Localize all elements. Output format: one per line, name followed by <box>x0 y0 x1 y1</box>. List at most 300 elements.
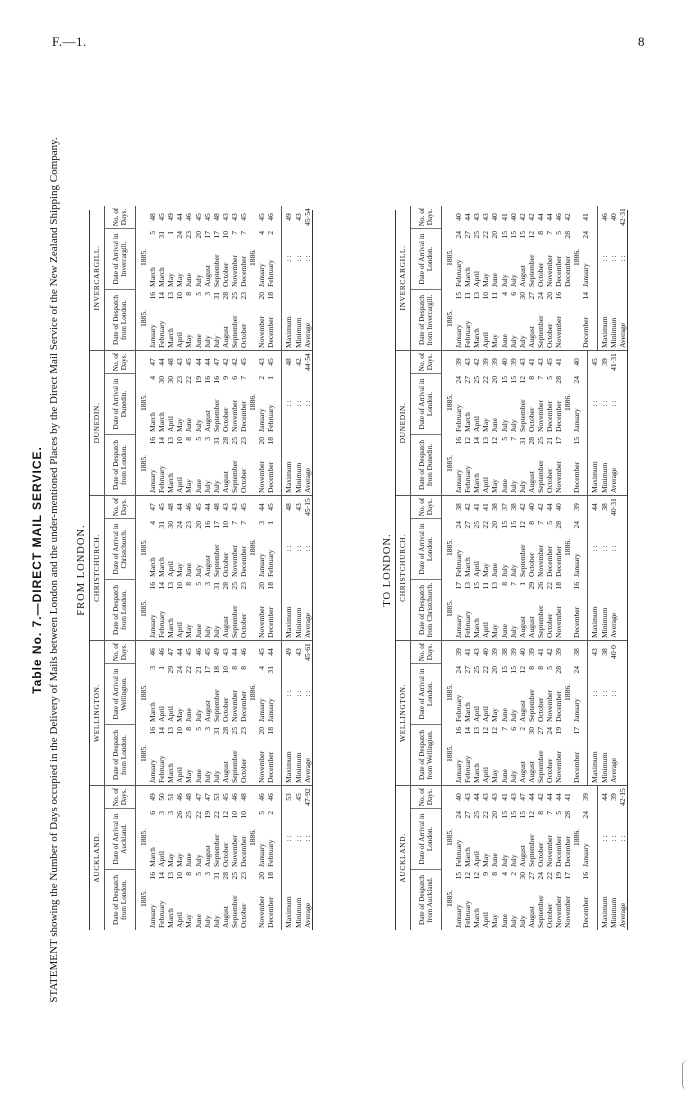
place-name: CHRISTCHURCH. <box>90 496 105 640</box>
month: January <box>572 698 582 722</box>
month: March <box>148 267 158 287</box>
days-count: 49 <box>211 648 221 656</box>
table-row <box>266 496 275 640</box>
month: May <box>175 273 185 287</box>
summary-label: Maximum <box>599 896 609 928</box>
day: 5 <box>193 292 203 296</box>
month: September <box>229 460 239 493</box>
summary-row <box>600 351 609 495</box>
month: May <box>481 563 491 577</box>
days-count: 39 <box>581 793 591 801</box>
arrival-date <box>239 663 248 724</box>
column-headers <box>105 206 136 350</box>
place-block <box>396 350 627 495</box>
summary-value: 45·61 <box>302 643 312 661</box>
month: January <box>148 759 158 783</box>
days-count: 43 <box>463 358 473 366</box>
summary-row <box>609 496 618 640</box>
month: August <box>220 906 230 928</box>
col-header-despatch: Date of Despatch from Auckland. <box>411 869 441 930</box>
summary-value: 43 <box>293 648 303 656</box>
day: 7 <box>229 231 239 235</box>
place-name: CHRISTCHURCH. <box>396 496 411 640</box>
summary-row <box>303 206 312 350</box>
arrival-date <box>239 808 248 869</box>
month: January <box>148 614 158 638</box>
table-row <box>472 786 481 930</box>
month: November <box>563 895 573 928</box>
day: 12 <box>517 376 527 384</box>
summary-row <box>609 786 618 930</box>
day: 17 <box>572 727 582 735</box>
despatch-date <box>157 869 166 930</box>
despatch-date <box>500 434 509 495</box>
days-count: 46 <box>175 793 185 801</box>
table-row <box>239 206 248 350</box>
table-row <box>545 786 554 930</box>
day: 22 <box>481 521 491 529</box>
month: July <box>508 625 518 638</box>
month: April <box>481 621 491 638</box>
table-row <box>175 786 184 930</box>
arrival-date <box>545 518 554 579</box>
day: 16 <box>148 582 158 590</box>
table-row <box>212 496 221 640</box>
month: February <box>157 900 167 928</box>
days-count <box>139 206 148 228</box>
summary-label: Maximum <box>599 316 609 348</box>
days-count: 48 <box>166 358 176 366</box>
summary-dots: : : <box>302 255 312 262</box>
despatch-date <box>518 869 527 930</box>
month: May <box>490 769 500 783</box>
day: 12 <box>463 872 473 880</box>
despatch-date <box>481 724 490 785</box>
day: 5 <box>193 437 203 441</box>
month: March <box>166 328 176 348</box>
days-count: 44 <box>554 793 564 801</box>
day: 14 <box>581 292 591 300</box>
month: July <box>193 709 203 722</box>
month: May <box>184 624 194 638</box>
col-header-days: No. of Days. <box>111 642 128 662</box>
day: 23 <box>184 521 194 529</box>
day: 7 <box>508 437 518 441</box>
table-row <box>490 351 499 495</box>
despatch-date <box>518 724 527 785</box>
month: March <box>472 763 482 783</box>
month: June <box>499 708 509 722</box>
month: October <box>220 842 230 867</box>
day: 26 <box>175 811 185 819</box>
table-row <box>454 641 463 785</box>
table-row <box>454 351 463 495</box>
despatch-date <box>139 434 148 495</box>
arrival-date <box>490 808 499 869</box>
days-count: 46 <box>148 648 158 656</box>
days-count: 38 <box>490 503 500 511</box>
day: 18 <box>554 582 564 590</box>
table-row <box>157 351 166 495</box>
day: 15 <box>508 666 518 674</box>
month: January <box>148 324 158 348</box>
arrival-date <box>463 518 472 579</box>
arrival-date <box>203 518 212 579</box>
month: June <box>193 479 203 493</box>
day: 11 <box>463 292 473 300</box>
day: 25 <box>184 811 194 819</box>
day: 19 <box>193 376 203 384</box>
col-header-despatch: Date of Despatch from London. <box>105 869 135 930</box>
summary-dots: : : <box>608 545 618 552</box>
month: September <box>535 605 545 638</box>
table-row <box>157 786 166 930</box>
day: 13 <box>166 872 176 880</box>
arrival-date <box>563 228 572 289</box>
despatch-date <box>509 579 518 640</box>
page-edge-mark <box>682 1060 693 1090</box>
despatch-date <box>248 289 257 350</box>
day: 14 <box>463 727 473 735</box>
despatch-date <box>184 289 193 350</box>
table-row <box>472 496 481 640</box>
month: December <box>581 316 591 348</box>
days-count: 45 <box>239 503 249 511</box>
days-count: 39 <box>572 503 582 511</box>
col-header-days: No. of Days. <box>417 642 434 662</box>
summary-value: 44·54 <box>302 353 312 371</box>
column-headers <box>411 206 442 350</box>
arrival-date <box>581 808 590 869</box>
month: 1885. <box>139 393 148 412</box>
day: 25 <box>472 376 482 384</box>
despatch-date <box>490 869 499 930</box>
day: 1 <box>266 376 276 380</box>
year-row <box>445 496 454 640</box>
month: 1885. <box>139 454 148 473</box>
table-row <box>175 351 184 495</box>
arrival-date <box>454 663 463 724</box>
table-row <box>175 206 184 350</box>
arrival-date <box>472 373 481 434</box>
table-row <box>472 641 481 785</box>
table-row <box>554 206 563 350</box>
despatch-date <box>239 434 248 495</box>
days-count: 42 <box>535 793 545 801</box>
arrival-date <box>445 663 454 724</box>
day: 8 <box>499 582 509 586</box>
arrival-date <box>194 808 203 869</box>
despatch-date <box>536 289 545 350</box>
summary-dots: : : <box>302 835 312 842</box>
days-count: 46 <box>266 793 276 801</box>
summary-label: Minimum <box>599 462 609 493</box>
month: July <box>517 915 527 928</box>
month: 1885. <box>445 744 454 763</box>
despatch-date <box>563 434 572 495</box>
days-count <box>248 641 257 663</box>
month: July <box>211 915 221 928</box>
table-row <box>554 641 563 785</box>
month: April <box>175 621 185 638</box>
days-count: 42 <box>472 358 482 366</box>
despatch-date <box>203 724 212 785</box>
table-row <box>257 786 266 930</box>
despatch-date <box>230 869 239 930</box>
despatch-date <box>545 434 554 495</box>
month: November <box>535 544 545 577</box>
summary-dots: : : <box>599 545 609 552</box>
year-row <box>563 351 572 495</box>
days-count: 41 <box>472 503 482 511</box>
day: 5 <box>148 231 158 235</box>
days-count <box>248 206 257 228</box>
day: 16 <box>202 376 212 384</box>
despatch-date <box>248 434 257 495</box>
month: December <box>572 461 582 493</box>
month: August <box>526 471 536 493</box>
month: 1886. <box>248 248 258 267</box>
despatch-date <box>230 724 239 785</box>
day: 25 <box>472 811 482 819</box>
day: 16 <box>454 437 464 445</box>
despatch-date <box>239 289 248 350</box>
table-row <box>536 496 545 640</box>
arrival-date <box>454 518 463 579</box>
despatch-date <box>509 724 518 785</box>
days-count: 44 <box>545 793 555 801</box>
rows <box>136 786 275 930</box>
arrival-date <box>527 808 536 869</box>
arrival-date <box>166 808 175 869</box>
summary-dots: : : <box>293 835 303 842</box>
place-block <box>396 495 627 640</box>
summary-dots: : : <box>599 690 609 697</box>
day: 12 <box>490 437 500 445</box>
day: 28 <box>554 521 564 529</box>
day: 12 <box>481 727 491 735</box>
despatch-date <box>212 869 221 930</box>
despatch-date <box>445 434 454 495</box>
month: February <box>157 755 167 783</box>
summary-value: 43 <box>293 213 303 221</box>
month: March <box>157 412 167 432</box>
days-count: 45 <box>266 358 276 366</box>
month: August <box>220 616 230 638</box>
month: January <box>454 469 464 493</box>
days-count: 45 <box>157 213 167 221</box>
days-count: 45 <box>239 213 249 221</box>
days-count: 45 <box>193 213 203 221</box>
days-count: 46 <box>554 213 564 221</box>
table-row <box>545 641 554 785</box>
days-count: 42 <box>517 503 527 511</box>
day: 24 <box>535 872 545 880</box>
arrival-date <box>166 228 175 289</box>
year-row <box>445 786 454 930</box>
month: July <box>193 419 203 432</box>
table-row <box>463 496 472 640</box>
year-row <box>248 496 257 640</box>
month: December <box>266 751 276 783</box>
arrival-date <box>509 518 518 579</box>
month: 1885. <box>445 538 454 557</box>
month: November <box>257 605 267 638</box>
days-count: 39 <box>490 648 500 656</box>
arrival-date <box>572 663 581 724</box>
table-row <box>472 206 481 350</box>
month: November <box>229 254 239 287</box>
despatch-date <box>500 579 509 640</box>
summary-row <box>590 351 599 495</box>
despatch-date <box>472 869 481 930</box>
table-row <box>166 351 175 495</box>
arrival-date <box>481 663 490 724</box>
month: March <box>148 702 158 722</box>
table-row <box>454 496 463 640</box>
month: December <box>554 835 564 867</box>
day: 18 <box>266 437 276 445</box>
arrival-date <box>203 808 212 869</box>
table-row <box>266 786 275 930</box>
days-count: 46 <box>184 213 194 221</box>
month: April <box>175 766 185 783</box>
despatch-date <box>194 579 203 640</box>
day: 1 <box>166 231 176 235</box>
col-header-despatch: Date of Despatch from London. <box>105 289 135 350</box>
rows <box>136 641 275 785</box>
month: April <box>175 476 185 493</box>
day: 19 <box>554 727 564 735</box>
month: 1885. <box>445 248 454 267</box>
col-header-arrival: Date of Arrival in London. <box>411 228 441 289</box>
day: 25 <box>229 727 239 735</box>
day: 17 <box>454 582 464 590</box>
summary-row <box>294 786 303 930</box>
arrival-date <box>509 808 518 869</box>
month: July <box>211 770 221 783</box>
despatch-date <box>563 724 572 785</box>
month: August <box>202 410 212 432</box>
day: 15 <box>499 231 509 239</box>
summary-row <box>294 206 303 350</box>
month: June <box>184 563 194 577</box>
summary-value: 49 <box>284 213 294 221</box>
arrival-date <box>554 228 563 289</box>
despatch-date <box>518 434 527 495</box>
day: 16 <box>148 437 158 445</box>
despatch-date <box>194 869 203 930</box>
day: 13 <box>166 437 176 445</box>
day: 19 <box>202 811 212 819</box>
table-row <box>184 786 193 930</box>
day: 22 <box>481 666 491 674</box>
day: 29 <box>526 582 536 590</box>
days-count <box>248 496 257 518</box>
month: March <box>166 473 176 493</box>
days-count: 45 <box>545 358 555 366</box>
month: 1885. <box>445 599 454 618</box>
day: 8 <box>184 872 194 876</box>
day: 24 <box>581 811 591 819</box>
arrival-date <box>536 518 545 579</box>
table-row <box>257 206 266 350</box>
table-row <box>527 496 536 640</box>
summary-value: 44 <box>590 503 600 511</box>
despatch-date <box>563 579 572 640</box>
table-row <box>148 496 157 640</box>
col-header-arrival: Date of Arrival in London. <box>411 373 441 434</box>
summary-dots: : : <box>284 545 294 552</box>
arrival-date <box>203 663 212 724</box>
month: November <box>229 689 239 722</box>
day: 28 <box>563 231 573 239</box>
despatch-date <box>509 869 518 930</box>
despatch-date <box>175 579 184 640</box>
arrival-date <box>472 518 481 579</box>
section-grid <box>89 207 313 930</box>
month: February <box>463 755 473 783</box>
day: 12 <box>463 437 473 445</box>
despatch-date <box>257 579 266 640</box>
arrival-date <box>518 373 527 434</box>
month: May <box>175 853 185 867</box>
day: 23 <box>184 231 194 239</box>
day: 23 <box>239 872 249 880</box>
month: July <box>499 854 509 867</box>
days-count: 48 <box>166 503 176 511</box>
day: 30 <box>166 376 176 384</box>
arrival-date <box>157 228 166 289</box>
summary-dots: : : <box>608 690 618 697</box>
summary-label: Maximum <box>284 316 294 348</box>
despatch-date <box>545 724 554 785</box>
summary-value: 45·15 <box>302 498 312 516</box>
table-row <box>203 641 212 785</box>
arrival-date <box>239 373 248 434</box>
table-row <box>184 496 193 640</box>
day: 22 <box>184 376 194 384</box>
table-row <box>148 351 157 495</box>
summary-label: Minimum <box>608 317 618 348</box>
day: 8 <box>184 292 194 296</box>
month: February <box>454 549 464 577</box>
month: May <box>481 853 491 867</box>
days-count: 39 <box>481 358 491 366</box>
month: August <box>202 265 212 287</box>
table-row <box>184 206 193 350</box>
days-count: 38 <box>508 503 518 511</box>
day: 22 <box>193 811 203 819</box>
arrival-date <box>194 663 203 724</box>
month: March <box>463 557 473 577</box>
day: 20 <box>257 582 267 590</box>
arrival-date <box>545 808 554 869</box>
days-count: 44 <box>535 213 545 221</box>
month: November <box>535 399 545 432</box>
despatch-date <box>536 724 545 785</box>
day: 25 <box>229 582 239 590</box>
table-row <box>490 641 499 785</box>
arrival-date <box>536 663 545 724</box>
day: 16 <box>454 727 464 735</box>
day: 13 <box>463 582 473 590</box>
arrival-date <box>581 228 590 289</box>
despatch-date <box>572 289 581 350</box>
arrival-date <box>454 228 463 289</box>
days-count: 44 <box>157 358 167 366</box>
day: 16 <box>572 582 582 590</box>
